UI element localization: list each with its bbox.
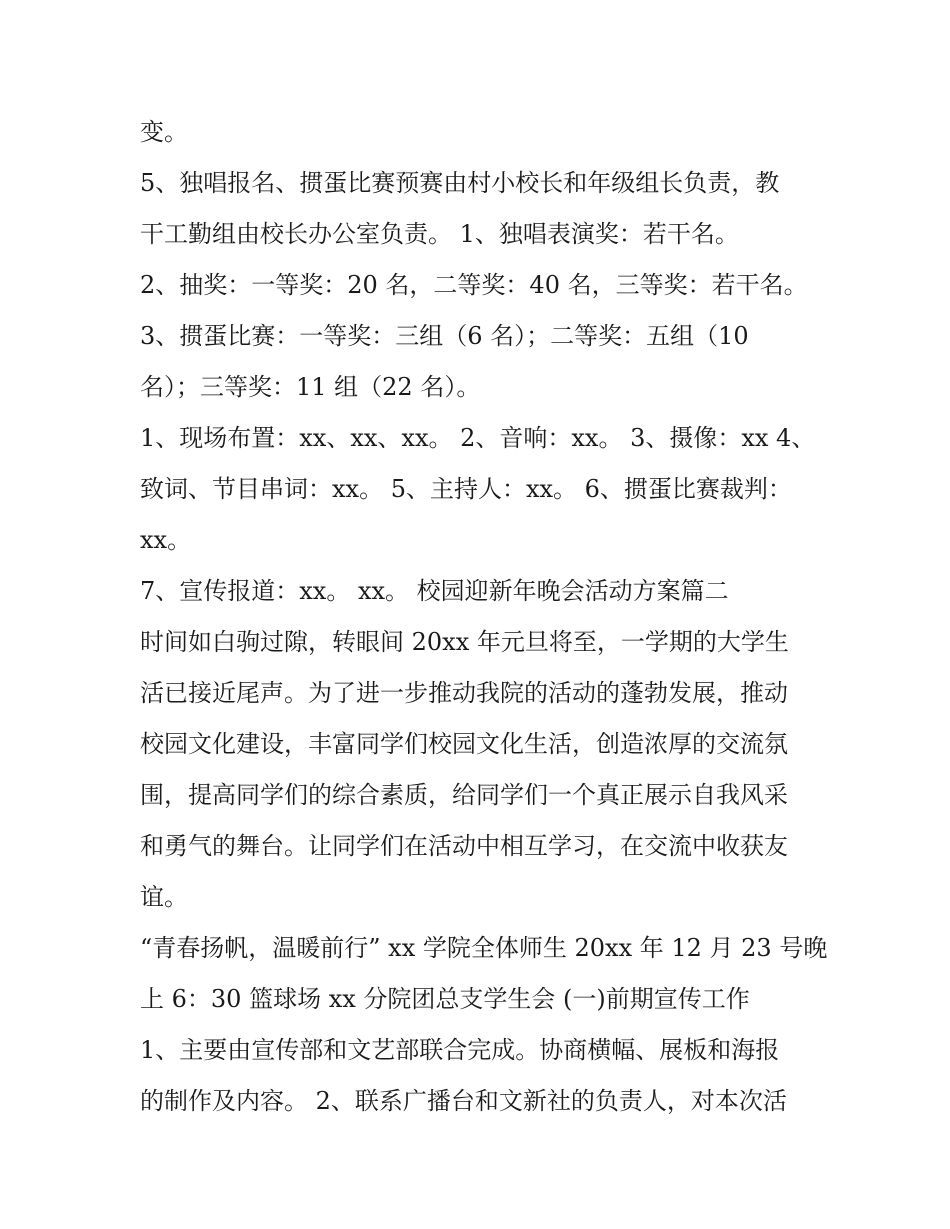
text-line: “青春扬帆，温暖前行” xx 学院全体师生 20xx 年 12 月 23 号晚 <box>140 934 828 962</box>
text-line: 变。 <box>140 118 188 146</box>
text-line: 1、主要由宣传部和文艺部联合完成。协商横幅、展板和海报 <box>140 1036 780 1064</box>
text-line: 活已接近尾声。为了进一步推动我院的活动的蓬勃发展，推动 <box>140 679 788 707</box>
text-line: 谊。 <box>140 883 188 911</box>
text-line: 上 6：30 篮球场 xx 分院团总支学生会 (一)前期宣传工作 <box>140 985 750 1013</box>
text-line: 3、掼蛋比赛：一等奖：三组（6 名）；二等奖：五组（10 <box>140 322 749 350</box>
text-line: 干工勤组由校长办公室负责。 1、独唱表演奖：若干名。 <box>140 220 739 248</box>
text-line: 5、独唱报名、掼蛋比赛预赛由村小校长和年级组长负责，教 <box>140 169 780 197</box>
text-line: xx。 <box>140 526 192 554</box>
text-line: 1、现场布置：xx、xx、xx。 2、音响：xx。 3、摄像：xx 4、 <box>140 424 816 452</box>
text-line: 2、抽奖：一等奖：20 名，二等奖：40 名，三等奖：若干名。 <box>140 271 808 299</box>
text-line: 致词、节目串词：xx。 5、主持人：xx。 6、掼蛋比赛裁判： <box>140 475 792 503</box>
document-body <box>140 107 828 1127</box>
text-line: 和勇气的舞台。让同学们在活动中相互学习，在交流中收获友 <box>140 832 788 860</box>
text-line: 的制作及内容。 2、联系广播台和文新社的负责人，对本次活 <box>140 1087 787 1115</box>
text-line: 名）；三等奖：11 组（22 名）。 <box>140 373 481 401</box>
text-line: 校园文化建设，丰富同学们校园文化生活，创造浓厚的交流氛 <box>140 730 788 758</box>
text-line: 围，提高同学们的综合素质，给同学们一个真正展示自我风采 <box>140 781 788 809</box>
text-line: 7、宣传报道：xx。 xx。 校园迎新年晚会活动方案篇二 <box>140 577 729 605</box>
text-line: 时间如白驹过隙，转眼间 20xx 年元旦将至，一学期的大学生 <box>140 628 789 656</box>
